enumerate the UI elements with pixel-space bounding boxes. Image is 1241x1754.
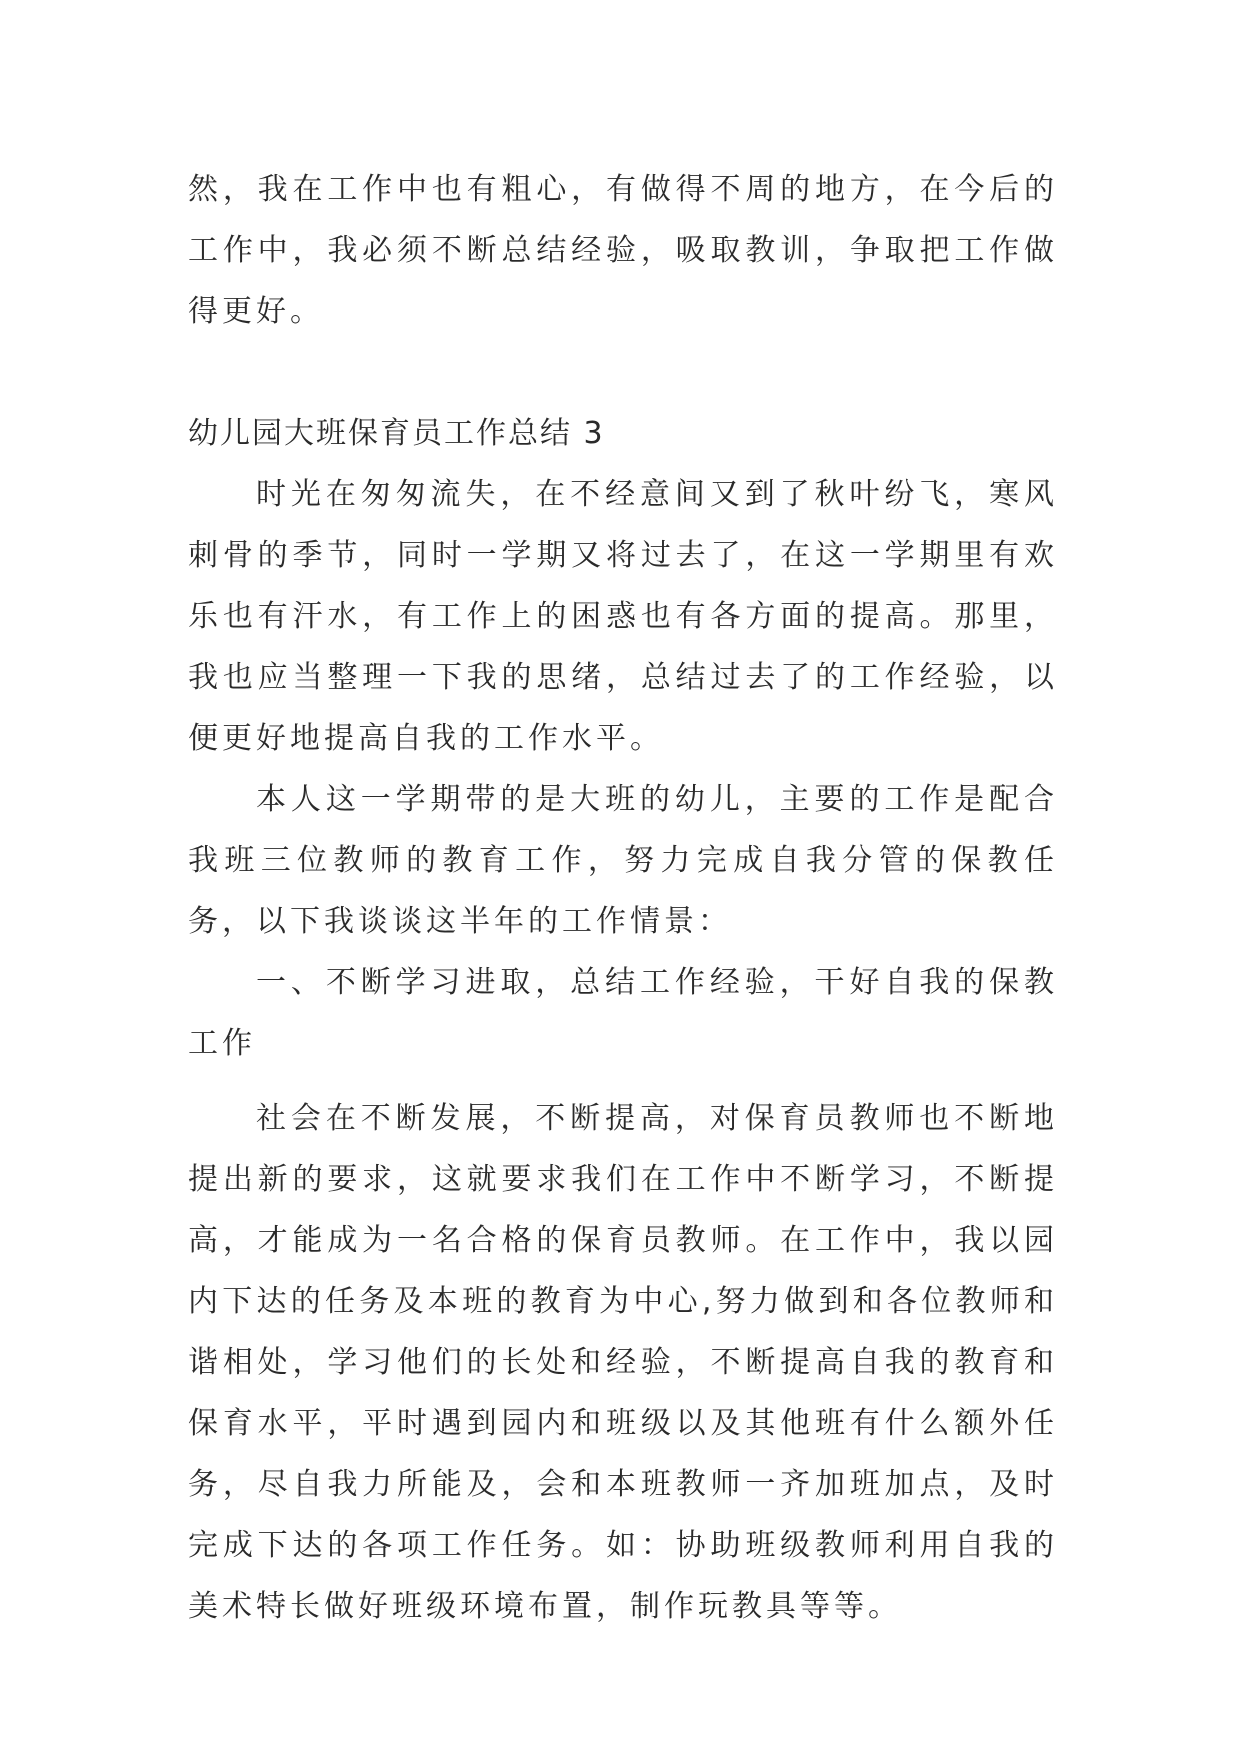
paragraph-4: 社会在不断发展，不断提高，对保育员教师也不断地提出新的要求，这就要求我们在工作中不断学习，不断提高，才能成为一名合格的保育员教师。在工作中，我以园内下达的任务及本班的教育为中心,努力做到和各位教师和谐相处，学习他们的长处和经验，不断提高自我的教育和保育水平，平时遇到园内和班级以及其他班有什么额外任务，尽自我力所能及，会和本班教师一齐加班加点，及时完成下达的各项工作任务。如：协助班级教师利用自我的美术特长做好班级环境布置，制作玩教具等等。 [188, 1101, 1058, 1624]
paragraph-2: 本人这一学期带的是大班的幼儿，主要的工作是配合我班三位教师的教育工作，努力完成自我分管的保教任务，以下我谈谈这半年的工作情景： [188, 782, 1058, 939]
paragraph-3-heading: 一、不断学习进取，总结工作经验，干好自我的保教工作 [188, 965, 1058, 1061]
document-body [188, 159, 1058, 1637]
paragraph-1: 时光在匆匆流失，在不经意间又到了秋叶纷飞，寒风刺骨的季节，同时一学期又将过去了，在这一学期里有欢乐也有汗水，有工作上的困惑也有各方面的提高。那里，我也应当整理一下我的思绪，总结过去了的工作经验，以便更好地提高自我的工作水平。 [188, 477, 1058, 756]
section-title: 幼儿园大班保育员工作总结 3 [188, 416, 605, 451]
continuation-paragraph: 然，我在工作中也有粗心，有做得不周的地方，在今后的工作中，我必须不断总结经验，吸取教训，争取把工作做得更好。 [188, 172, 1058, 329]
